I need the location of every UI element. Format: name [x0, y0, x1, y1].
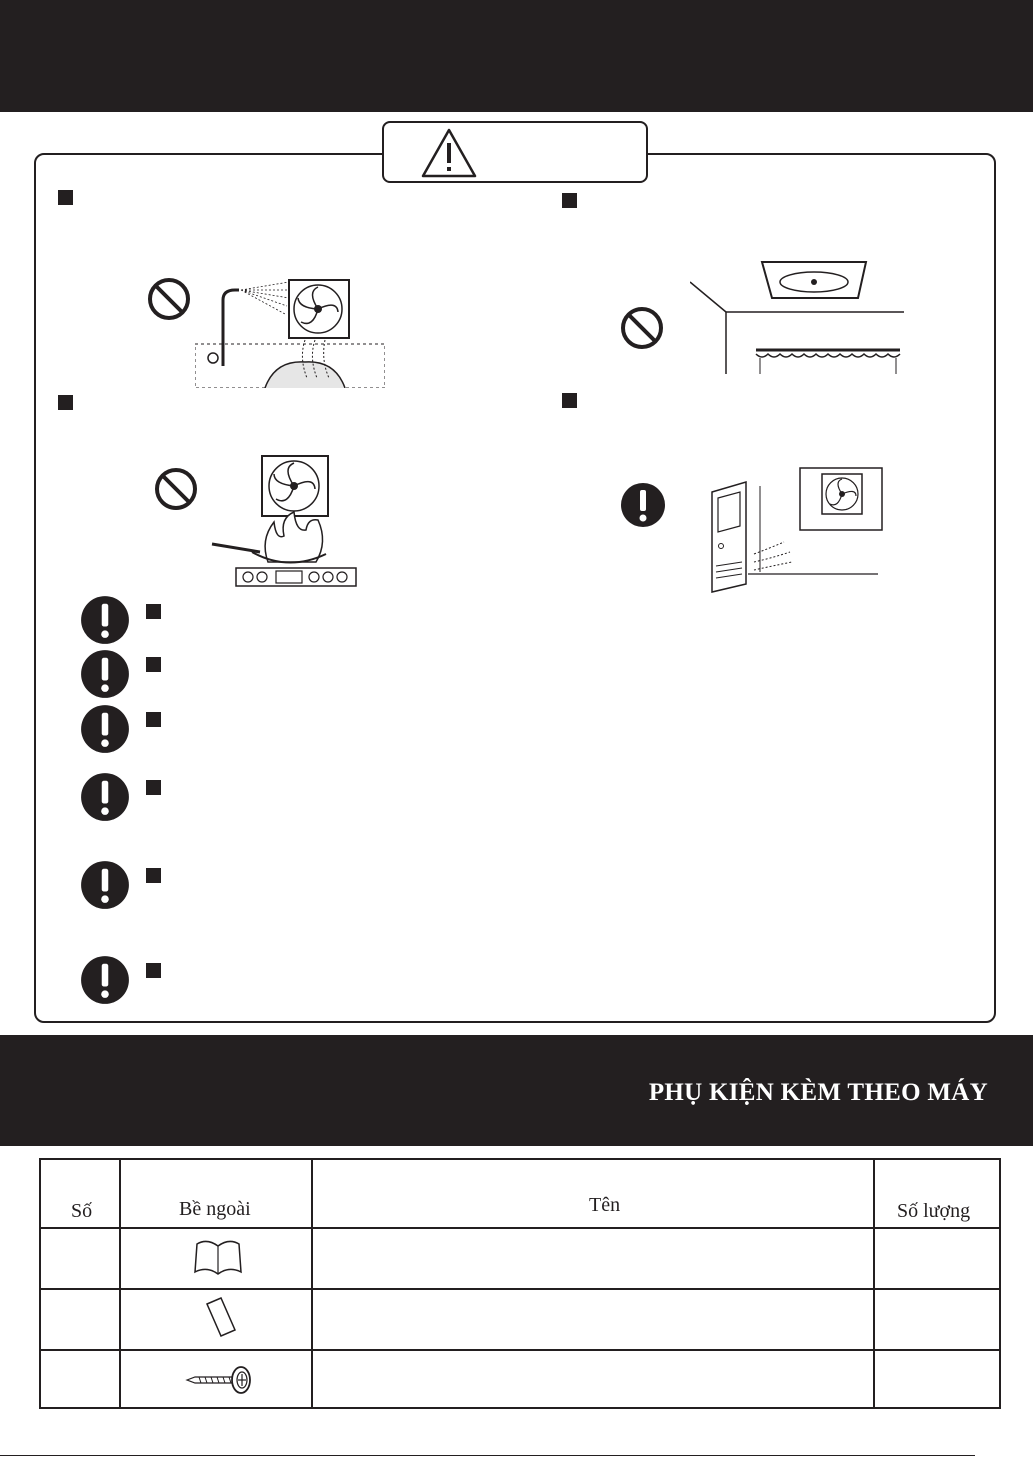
table-row-divider	[41, 1227, 999, 1229]
mandatory-icon	[80, 704, 130, 754]
warning-triangle-icon	[420, 127, 478, 179]
bullet-square	[146, 963, 161, 978]
table-row-divider	[41, 1288, 999, 1290]
column-header-quantity: Số lượng	[897, 1200, 971, 1222]
manual-book-icon	[193, 1236, 243, 1280]
table-row-divider	[41, 1349, 999, 1351]
section-title: PHỤ KIỆN KÈM THEO MÁY	[648, 1079, 988, 1106]
bullet-square	[146, 604, 161, 619]
accessories-table	[39, 1158, 1001, 1409]
prohibited-icon	[153, 466, 199, 512]
prohibited-icon	[146, 276, 192, 322]
mandatory-icon	[80, 772, 130, 822]
mandatory-icon	[80, 955, 130, 1005]
mandatory-icon	[620, 482, 666, 528]
footer-rule	[0, 1455, 975, 1456]
column-header-appearance: Bề ngoài	[179, 1198, 251, 1220]
column-header-name: Tên	[589, 1194, 621, 1216]
header-band	[0, 0, 1033, 112]
bullet-square	[58, 190, 73, 205]
bullet-square	[58, 395, 73, 410]
mandatory-icon	[80, 649, 130, 699]
fan-water-spray-illustration	[195, 278, 385, 388]
table-col-divider	[119, 1160, 121, 1407]
bullet-square	[146, 780, 161, 795]
bullet-square	[562, 193, 577, 208]
fan-door-ventilation-illustration	[710, 466, 884, 594]
card-icon	[203, 1294, 239, 1340]
column-header-number: Số	[71, 1200, 93, 1222]
section-band	[0, 1035, 1033, 1146]
table-col-divider	[873, 1160, 875, 1407]
prohibited-icon	[619, 305, 665, 351]
table-col-divider	[311, 1160, 313, 1407]
mandatory-icon	[80, 595, 130, 645]
screw-icon	[185, 1364, 253, 1396]
bullet-square	[146, 868, 161, 883]
warning-tab	[382, 121, 648, 183]
bullet-square	[146, 712, 161, 727]
fan-ceiling-illustration	[690, 258, 908, 374]
bullet-square	[562, 393, 577, 408]
bullet-square	[146, 657, 161, 672]
mandatory-icon	[80, 860, 130, 910]
fan-over-stove-illustration	[208, 452, 358, 588]
